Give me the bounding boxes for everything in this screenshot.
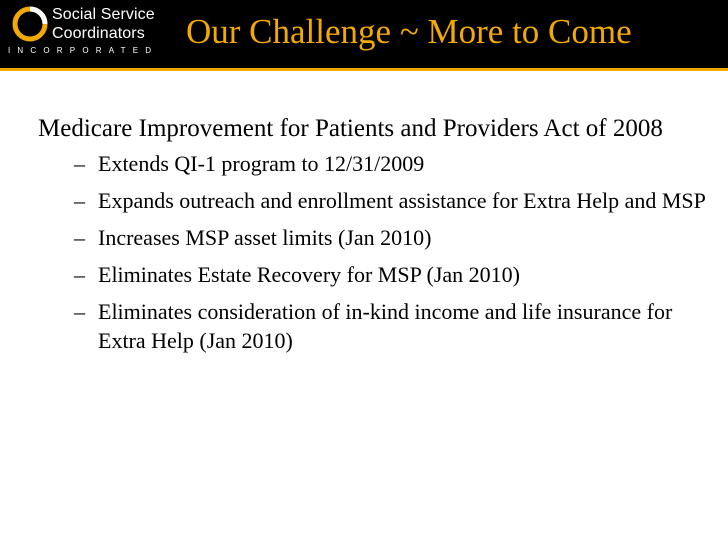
logo-swirl-icon: [10, 6, 54, 42]
slide-content: [38, 112, 708, 363]
dash-marker: –: [74, 225, 85, 250]
header-bar: [0, 0, 728, 68]
dash-marker: –: [74, 151, 85, 176]
list-item: [38, 223, 708, 252]
header-divider: [0, 68, 728, 71]
bullet-list: [38, 149, 708, 355]
list-item: [38, 297, 708, 355]
list-item-text: Eliminates Estate Recovery for MSP (Jan 2010): [98, 262, 520, 287]
dash-marker: –: [74, 299, 85, 324]
company-logo: [6, 4, 159, 60]
list-item: [38, 149, 708, 178]
lead-text: Medicare Improvement for Patients and Providers Act of 2008: [38, 115, 663, 142]
list-item: [38, 260, 708, 289]
dash-marker: –: [74, 262, 85, 287]
list-item: [38, 186, 708, 215]
list-item-text: Extends QI-1 program to 12/31/2009: [98, 151, 425, 176]
list-item-text: Expands outreach and enrollment assistance for Extra Help and MSP: [98, 188, 706, 213]
logo-text-line2: Coordinators: [52, 25, 145, 42]
dash-marker: –: [74, 188, 85, 213]
slide-title: Our Challenge ~ More to Come: [186, 12, 632, 51]
list-item-text: Increases MSP asset limits (Jan 2010): [98, 225, 432, 250]
logo-subtitle: INCORPORATED: [8, 46, 159, 55]
list-item-text: Eliminates consideration of in-kind income and life insurance for Extra Help (Jan 2010): [98, 299, 673, 353]
logo-text-line1: Social Service: [52, 6, 155, 23]
